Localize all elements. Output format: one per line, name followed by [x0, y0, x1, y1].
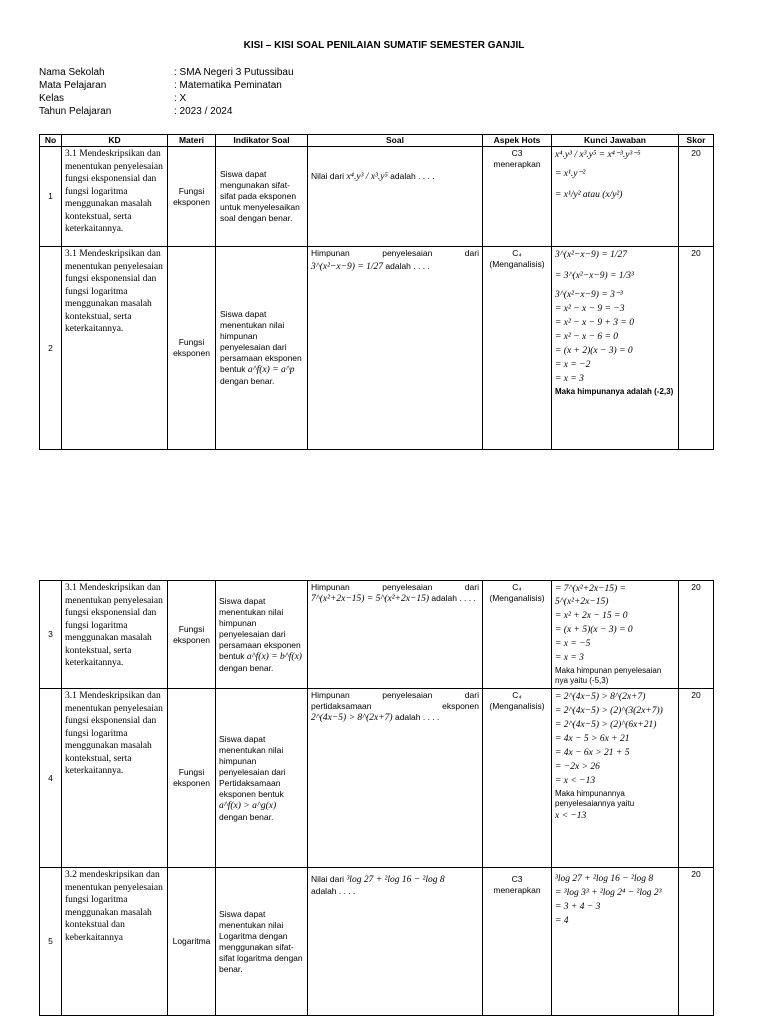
kunci-line: = 7^(x²+2x−15) = 5^(x²+2x−15): [555, 584, 627, 607]
header-soal: Soal: [308, 135, 483, 147]
meta-value: : 2023 / 2024: [174, 106, 233, 117]
hots-label: (Menganalisis): [489, 701, 545, 711]
meta-key: Tahun Pelajaran: [39, 106, 112, 117]
indikator-cell: Siswa dapat mengunakan sifat-sifat pada eksponen untuk menyelesaikan soal dengan benar.: [216, 147, 308, 247]
hots-level: C3: [511, 148, 523, 158]
indikator-cell: [216, 247, 308, 450]
soal-cell: [308, 689, 483, 868]
row-number: 2: [40, 247, 62, 450]
meta-row: [39, 66, 294, 79]
indikator-text: dengan benar.: [219, 811, 274, 822]
kunci-line: ³log 27 + ²log 16 − ²log 8: [555, 874, 654, 884]
soal-cell: [308, 581, 483, 689]
meta-value: : SMA Negeri 3 Putussibau: [174, 67, 294, 78]
soal-text: adalah . . . .: [431, 593, 476, 603]
hots-level: C₄: [512, 690, 522, 700]
indikator-cell: [216, 581, 308, 689]
soal-cell: [308, 147, 483, 247]
kunci-cell: [552, 147, 679, 247]
soal-math: 7^(x²+2x−15) = 5^(x²+2x−15): [311, 594, 430, 604]
soal-math: 3^(x²−x−9) = 1/27: [311, 262, 383, 272]
kunci-line: = −2x > 26: [555, 762, 600, 772]
kunci-line: 3^(x²−x−9) = 3⁻³: [555, 290, 623, 300]
header-materi: Materi: [168, 135, 216, 147]
hots-level: C₄: [512, 248, 522, 258]
kunci-note: Maka himpunanya adalah (-2,3): [555, 387, 674, 396]
table-row: [40, 147, 714, 247]
indikator-math: a^f(x) > a^g(x): [219, 800, 277, 811]
header-no: No: [40, 135, 62, 147]
hots-cell: [483, 689, 552, 868]
hots-cell: [483, 868, 552, 1016]
kd-cell: 3.1 Mendeskripsikan dan menentukan penyelesaian fungsi eksponensial dan fungsi logaritma menggunakan masalah kontekstual, serta keterkaitannya.: [62, 247, 168, 450]
kunci-note: Maka himpunannya penyelesaiannya yaitu: [555, 789, 635, 808]
kunci-line: = 3 + 4 − 3: [555, 902, 601, 912]
kunci-line: = (x + 2)(x − 3) = 0: [555, 346, 633, 356]
hots-cell: [483, 247, 552, 450]
soal-text: adalah . . . .: [385, 261, 430, 271]
row-number: 5: [40, 868, 62, 1016]
kunci-line: = (x + 5)(x − 3) = 0: [555, 625, 633, 635]
meta-key: Kelas: [39, 93, 65, 104]
materi-cell: Fungsi eksponen: [168, 581, 216, 689]
soal-text: Himpunan penyelesaian dari: [311, 248, 479, 258]
row-number: 1: [40, 147, 62, 247]
hots-level: C₄: [512, 582, 522, 592]
materi-cell: Fungsi eksponen: [168, 689, 216, 868]
kunci-line: = 3^(x²−x−9) = 1/3³: [555, 271, 634, 281]
soal-cell: [308, 247, 483, 450]
kunci-line: = 2^(4x−5) > (2)^(6x+21): [555, 720, 657, 730]
table-row: [40, 689, 714, 868]
indikator-text: Siswa dapat menentukan nilai himpunan penyelesaian dari persamaan eksponen bentuk: [219, 595, 301, 661]
hots-level: C3: [511, 874, 523, 884]
kunci-line: = x = −5: [555, 639, 591, 649]
indikator-text: dengan benar.: [220, 376, 275, 386]
soal-math: ³log 27 + ²log 16 − ²log 8: [346, 875, 445, 885]
kunci-line: = 2^(4x−5) > 8^(2x+7): [555, 692, 646, 702]
kunci-line: = x² − x − 9 + 3 = 0: [555, 318, 634, 328]
meta-value: : Matematika Peminatan: [174, 80, 282, 91]
hots-cell: [483, 147, 552, 247]
kd-cell: 3.2 mendeskripsikan dan menentukan penyelesaian fungsi logaritma menggunakan masalah kontekstual dan keberkaitannya: [62, 868, 168, 1016]
kunci-line: = x = 3: [555, 374, 584, 384]
indikator-text: Siswa dapat menentukan nilai himpunan penyelesaian dari persamaan eksponen bentuk: [220, 309, 302, 374]
kunci-line: = 2^(4x−5) > (2)^(3(2x+7)): [555, 706, 663, 716]
meta-block: [39, 66, 294, 118]
document-title: KISI – KISI SOAL PENILAIAN SUMATIF SEMESTER GANJIL: [243, 40, 525, 51]
grid-table-page-2: [39, 580, 714, 1016]
kunci-line: x⁴.y³ / x³.y⁵ = x⁴⁻³.y³⁻⁵: [555, 150, 641, 160]
hots-label: menerapkan: [493, 159, 541, 169]
skor-cell: 20: [679, 147, 714, 247]
soal-text: Himpunan penyelesaian dari pertidaksamaan eksponen: [311, 690, 479, 711]
meta-row: [39, 105, 294, 118]
soal-text: Nilai dari: [311, 874, 345, 884]
indikator-text: Siswa dapat menentukan nilai himpunan penyelesaian dari Pertidaksamaan eksponen bentuk: [219, 733, 286, 799]
kunci-cell: [552, 689, 679, 868]
soal-math: 2^(4x−5) > 8^(2x+7): [311, 713, 393, 723]
indikator-cell: Siswa dapat menentukan nilai Logaritma dengan menggunakan sifat-sifat logaritma dengan benar.: [216, 868, 308, 1016]
kunci-note-math: x < −13: [555, 811, 587, 821]
header-skor: Skor: [679, 135, 714, 147]
soal-text: adalah . . . .: [390, 171, 435, 181]
skor-cell: 20: [679, 581, 714, 689]
indikator-math: a^f(x) = b^f(x): [246, 651, 302, 662]
soal-text: adalah . . . .: [311, 886, 356, 896]
grid-table-page-1: [39, 134, 714, 450]
kunci-cell: [552, 247, 679, 450]
skor-cell: 20: [679, 689, 714, 868]
kunci-line: = x² + 2x − 15 = 0: [555, 611, 628, 621]
skor-cell: 20: [679, 247, 714, 450]
soal-cell: [308, 868, 483, 1016]
kunci-line: = ³log 3³ + ²log 2⁴ − ²log 2³: [555, 888, 662, 898]
indikator-math: a^f(x) = a^p: [247, 365, 295, 375]
hots-label: (Menganalisis): [489, 259, 545, 269]
kunci-line: = x = −2: [555, 360, 591, 370]
meta-key: Nama Sekolah: [39, 67, 105, 78]
header-row: [40, 135, 714, 147]
indikator-cell: [216, 689, 308, 868]
table-row: [40, 581, 714, 689]
table-row: [40, 247, 714, 450]
hots-cell: [483, 581, 552, 689]
table-row: [40, 868, 714, 1016]
soal-text: Nilai dari: [311, 171, 345, 181]
kunci-line: = x² − x − 6 = 0: [555, 332, 619, 342]
header-kd: KD: [62, 135, 168, 147]
kd-cell: 3.1 Mendeskripsikan dan menentukan penyelesaian fungsi eksponensial dan fungsi logaritma menggunakan masalah kontekstual, serta keterkaitannya.: [62, 689, 168, 868]
soal-math: x⁴.y³ / x³.y⁵: [346, 172, 388, 182]
kunci-cell: [552, 868, 679, 1016]
kunci-line: 3^(x²−x−9) = 1/27: [555, 250, 627, 260]
kunci-line: = 4: [555, 916, 569, 926]
kunci-line: = x¹.y⁻²: [555, 169, 586, 179]
kunci-line: = x² − x − 9 = −3: [555, 304, 625, 314]
row-number: 3: [40, 581, 62, 689]
header-kunci: Kunci Jawaban: [552, 135, 679, 147]
kunci-line: = x < −13: [555, 776, 596, 786]
header-indikator: Indikator Soal: [216, 135, 308, 147]
indikator-text: dengan benar.: [219, 662, 274, 673]
header-hots: Aspek Hots: [483, 135, 552, 147]
kunci-cell: [552, 581, 679, 689]
skor-cell: 20: [679, 868, 714, 1016]
meta-row: [39, 92, 294, 105]
meta-row: [39, 79, 294, 92]
soal-text: adalah . . . .: [394, 712, 440, 722]
kunci-line: = x = 3: [555, 653, 584, 663]
materi-cell: Fungsi eksponen: [168, 147, 216, 247]
hots-label: (Menganalisis): [489, 593, 545, 603]
meta-value: : X: [174, 93, 187, 104]
meta-key: Mata Pelajaran: [39, 80, 107, 91]
kunci-line: = 4x − 6x > 21 + 5: [555, 748, 630, 758]
row-number: 4: [40, 689, 62, 868]
materi-cell: Logaritma: [168, 868, 216, 1016]
kunci-line: = 4x − 5 > 6x + 21: [555, 734, 630, 744]
kd-cell: 3.1 Mendeskripsikan dan menentukan penyelesaian fungsi eksponensial dan fungsi logaritma menggunakan masalah kontekstual, serta keterkaitannya.: [62, 147, 168, 247]
hots-label: menerapkan: [493, 885, 541, 895]
soal-text: Himpunan penyelesaian dari: [311, 582, 479, 592]
kd-cell: 3.1 Mendeskripsikan dan menentukan penyelesaian fungsi eksponensial dan fungsi logaritma menggunakan masalah kontekstual, serta keterkaitannya.: [62, 581, 168, 689]
materi-cell: Fungsi eksponen: [168, 247, 216, 450]
kunci-note: Maka himpunan penyelesaian nya yaitu (-5,3): [555, 666, 662, 685]
kunci-line: = x¹/y² atau (x/y²): [555, 190, 623, 200]
